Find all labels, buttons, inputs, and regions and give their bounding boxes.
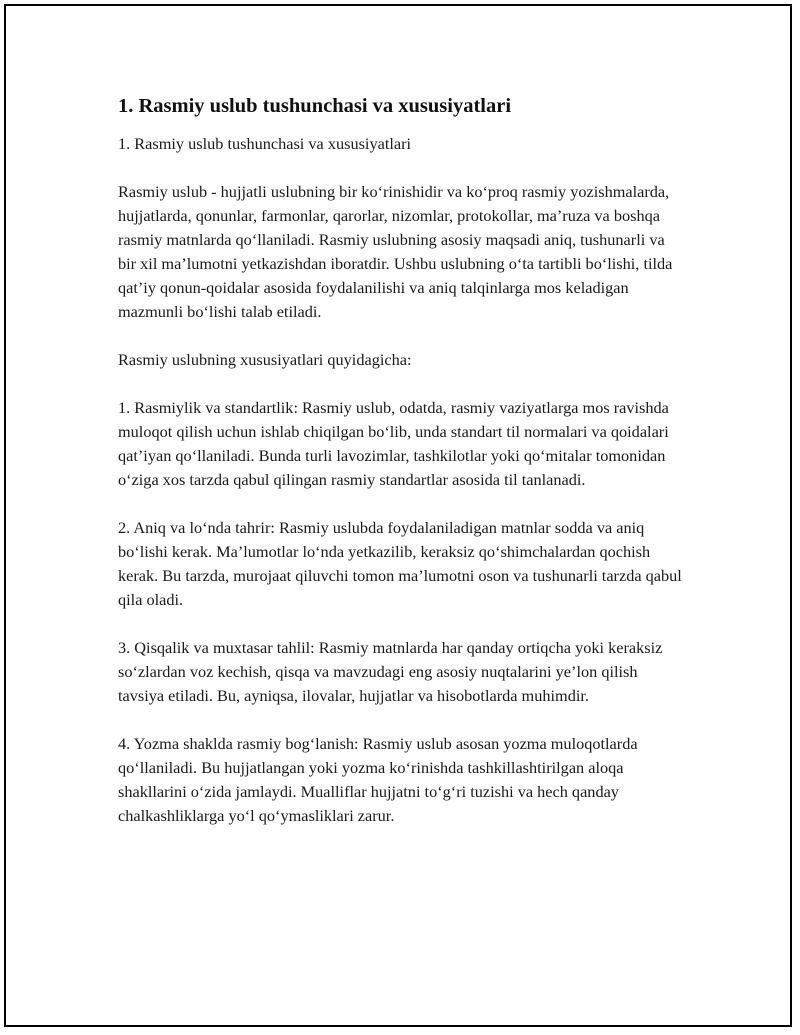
document-body (118, 92, 684, 852)
paragraph-feature-4: 4. Yozma shaklda rasmiy bogʻlanish: Rasmiy uslub asosan yozma muloqotlarda qoʻllaniladi. Bu hujjatlangan yoki yozma koʻrinishda tashkillashtirilgan aloqa shakllarini oʻzida jamlaydi. Mualliflar hujjatni toʻgʻri tuzishi va hech qanday chalkashliklarga yoʻl qoʻymasliklari zarur. (118, 734, 638, 825)
document-heading: 1. Rasmiy uslub tushunchasi va xususiyatlari (118, 95, 512, 117)
paragraph-feature-1: 1. Rasmiylik va standartlik: Rasmiy uslub, odatda, rasmiy vaziyatlarga mos ravishda muloqot qilish uchun ishlab chiqilgan boʻlib, unda standart til normalari va qoidalari qatʼiyan qoʻllaniladi. Bunda turli lavozimlar, tashkilotlar yoki qoʻmitalar tomonidan oʻziga xos tarzda qabul qilingan rasmiy standartlar asosida til tanlanadi. (118, 398, 669, 489)
paragraph-feature-3: 3. Qisqalik va muxtasar tahlil: Rasmiy matnlarda har qanday ortiqcha yoki keraksiz soʻzlardan voz kechish, qisqa va mavzudagi eng asosiy nuqtalarini yeʼlon qilish tavsiya etiladi. Bu, ayniqsa, ilovalar, hujjatlar va hisobotlarda muhimdir. (118, 638, 663, 705)
paragraph-definition: Rasmiy uslub - hujjatli uslubning bir koʻrinishidir va koʻproq rasmiy yozishmalarda, hujjatlarda, qonunlar, farmonlar, qarorlar, nizomlar, protokollar, maʼruza va boshqa rasmiy matnlarda qoʻllaniladi. Rasmiy uslubning asosiy maqsadi aniq, tushunarli va bir xil maʼlumotni yetkazishdan iboratdir. Ushbu uslubning oʻta tartibli boʻlishi, tilda qatʼiy qonun-qoidalar asosida foydalanilishi va aniq talqinlarga mos keladigan mazmunli boʻlishi talab etiladi. (118, 182, 673, 321)
paragraph-feature-2: 2. Aniq va loʻnda tahrir: Rasmiy uslubda foydalaniladigan matnlar sodda va aniq boʻlishi kerak. Maʼlumotlar loʻnda yetkazilib, keraksiz qoʻshimchalardan qochish kerak. Bu tarzda, murojaat qiluvchi tomon maʼlumotni oson va tushunarli tarzda qabul qila oladi. (118, 518, 682, 609)
paragraph-features-intro: Rasmiy uslubning xususiyatlari quyidagicha: (118, 350, 412, 369)
paragraph-subtitle: 1. Rasmiy uslub tushunchasi va xususiyatlari (118, 134, 412, 153)
